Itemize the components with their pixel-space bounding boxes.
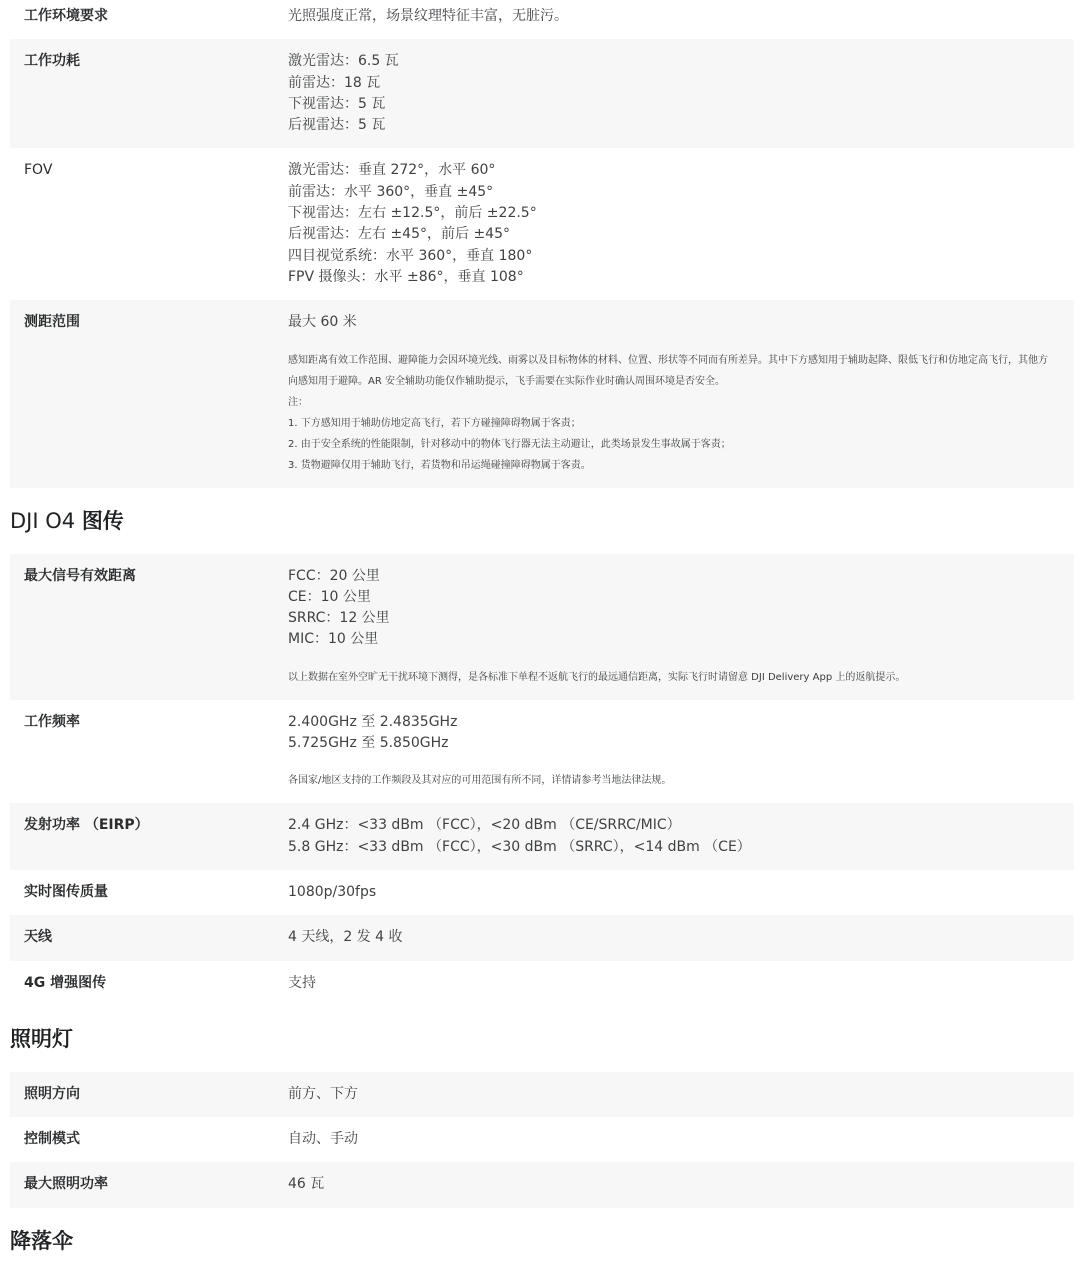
spec-value-line: 后视雷达：左右 ±45°，前后 ±45° xyxy=(288,226,510,243)
spec-label: 照明方向 xyxy=(24,1085,80,1102)
spec-value-line: CE：10 公里 xyxy=(288,588,371,605)
spec-label: 控制模式 xyxy=(24,1131,80,1148)
spec-note-line: 注： xyxy=(288,396,308,408)
spec-value-line: 后视雷达：5 瓦 xyxy=(288,117,386,134)
spec-table-light xyxy=(10,1072,1074,1208)
spec-value-line: 5.725GHz 至 5.850GHz xyxy=(288,735,449,752)
spec-row xyxy=(10,1072,1074,1117)
section-title-o4-suffix: 图传 xyxy=(81,508,124,533)
spec-row xyxy=(10,1162,1074,1207)
spec-value-line: 5.8 GHz：<33 dBm （FCC），<30 dBm （SRRC），<14 dBm （CE） xyxy=(288,838,751,855)
spec-value-line: 2.4 GHz：<33 dBm （FCC），<20 dBm （CE/SRRC/MIC） xyxy=(288,817,681,834)
section-title-next: 降落伞 xyxy=(10,1228,73,1253)
spec-row xyxy=(10,148,1074,300)
section-title-o4-prefix: DJI O4 xyxy=(10,508,82,533)
spec-note-line: 3. 货物避障仅用于辅助飞行，若货物和吊运绳碰撞障碍物属于客责。 xyxy=(288,459,591,471)
spec-value xyxy=(288,160,1074,288)
spec-value xyxy=(288,1174,1074,1195)
spec-value-line: FPV 摄像头：水平 ±86°，垂直 108° xyxy=(288,268,524,285)
spec-page xyxy=(10,0,1074,1274)
spec-row xyxy=(10,700,1074,804)
spec-value xyxy=(288,1084,1074,1105)
spec-note-line: 1. 下方感知用于辅助仿地定高飞行，若下方碰撞障碍物属于客责； xyxy=(288,417,581,429)
spec-value-line: 光照强度正常，场景纹理特征丰富，无脏污。 xyxy=(288,8,568,24)
spec-label: 实时图传质量 xyxy=(24,883,108,900)
section-title-o4 xyxy=(10,488,1074,554)
spec-value xyxy=(288,973,1074,994)
spec-row xyxy=(10,39,1074,148)
spec-note xyxy=(288,770,1054,791)
spec-value xyxy=(288,566,1074,688)
spec-label: 工作功耗 xyxy=(24,53,80,70)
spec-label: 发射功率 （EIRP） xyxy=(24,817,149,834)
spec-table-sensing xyxy=(10,0,1074,488)
spec-note-line: 感知距离有效工作范围、避障能力会因环境光线、雨雾以及目标物体的材料、位置、形状等不同而有所差异。其中下方感知用于辅助起降、限低飞行和仿地定高飞行，其他方向感知用于避障。AR 安全辅助功能仅作辅助提示，飞手需要在实际作业时确认周围环境是否安全。 xyxy=(288,354,1048,387)
spec-value-line: 四目视觉系统：水平 360°，垂直 180° xyxy=(288,247,533,264)
spec-table-transmission xyxy=(10,554,1074,1006)
spec-label: 最大照明功率 xyxy=(24,1176,108,1193)
spec-row xyxy=(10,961,1074,1006)
spec-label: 最大信号有效距离 xyxy=(24,567,136,584)
spec-value-line: 下视雷达：左右 ±12.5°，前后 ±22.5° xyxy=(288,205,537,222)
spec-value xyxy=(288,712,1074,792)
spec-label: 工作频率 xyxy=(24,713,80,730)
spec-row xyxy=(10,803,1074,870)
spec-note xyxy=(288,667,1054,688)
spec-note xyxy=(288,350,1054,476)
spec-value-line: 46 瓦 xyxy=(288,1176,325,1193)
spec-value xyxy=(288,815,1074,858)
spec-value xyxy=(288,882,1074,903)
spec-note-line: 各国家/地区支持的工作频段及其对应的可用范围有所不同，详情请参考当地法律法规。 xyxy=(288,775,672,787)
spec-value-line: 激光雷达：垂直 272°，水平 60° xyxy=(288,162,496,179)
spec-value-line: MIC：10 公里 xyxy=(288,631,379,648)
spec-value-line: SRRC：12 公里 xyxy=(288,610,390,627)
spec-value-line: 前方、下方 xyxy=(288,1085,358,1102)
spec-value-line: 2.400GHz 至 2.4835GHz xyxy=(288,713,458,730)
spec-row xyxy=(10,870,1074,915)
spec-row xyxy=(10,915,1074,960)
spec-value-line: 前雷达：水平 360°，垂直 ±45° xyxy=(288,183,494,200)
spec-value-line: 激光雷达：6.5 瓦 xyxy=(288,53,399,70)
spec-value-line: FCC：20 公里 xyxy=(288,567,380,584)
spec-value xyxy=(288,6,1074,27)
spec-row xyxy=(10,554,1074,700)
section-title-light: 照明灯 xyxy=(10,1026,73,1051)
spec-value-line: 支持 xyxy=(288,974,316,991)
spec-row xyxy=(10,1117,1074,1162)
spec-value-line: 自动、手动 xyxy=(288,1131,358,1148)
spec-label: 天线 xyxy=(24,929,52,946)
spec-row xyxy=(10,0,1074,39)
spec-value xyxy=(288,51,1074,136)
spec-label: 工作环境要求 xyxy=(24,8,108,24)
spec-label: FOV xyxy=(24,162,53,179)
spec-value-line: 4 天线，2 发 4 收 xyxy=(288,929,403,946)
spec-note-line: 2. 由于安全系统的性能限制，针对移动中的物体飞行器无法主动避让，此类场景发生事故属于客责； xyxy=(288,438,731,450)
spec-note-line: 以上数据在室外空旷无干扰环境下测得，是各标准下单程不返航飞行的最远通信距离，实际飞行时请留意 DJI Delivery App 上的返航提示。 xyxy=(288,671,906,683)
spec-label: 4G 增强图传 xyxy=(24,974,107,991)
spec-value-line: 1080p/30fps xyxy=(288,883,377,900)
spec-value-line: 下视雷达：5 瓦 xyxy=(288,95,386,112)
spec-value xyxy=(288,312,1074,475)
spec-value-line: 前雷达：18 瓦 xyxy=(288,74,381,91)
spec-row xyxy=(10,300,1074,487)
spec-label: 测距范围 xyxy=(24,314,80,331)
spec-value-line: 最大 60 米 xyxy=(288,314,357,331)
spec-value xyxy=(288,927,1074,948)
spec-value xyxy=(288,1129,1074,1150)
